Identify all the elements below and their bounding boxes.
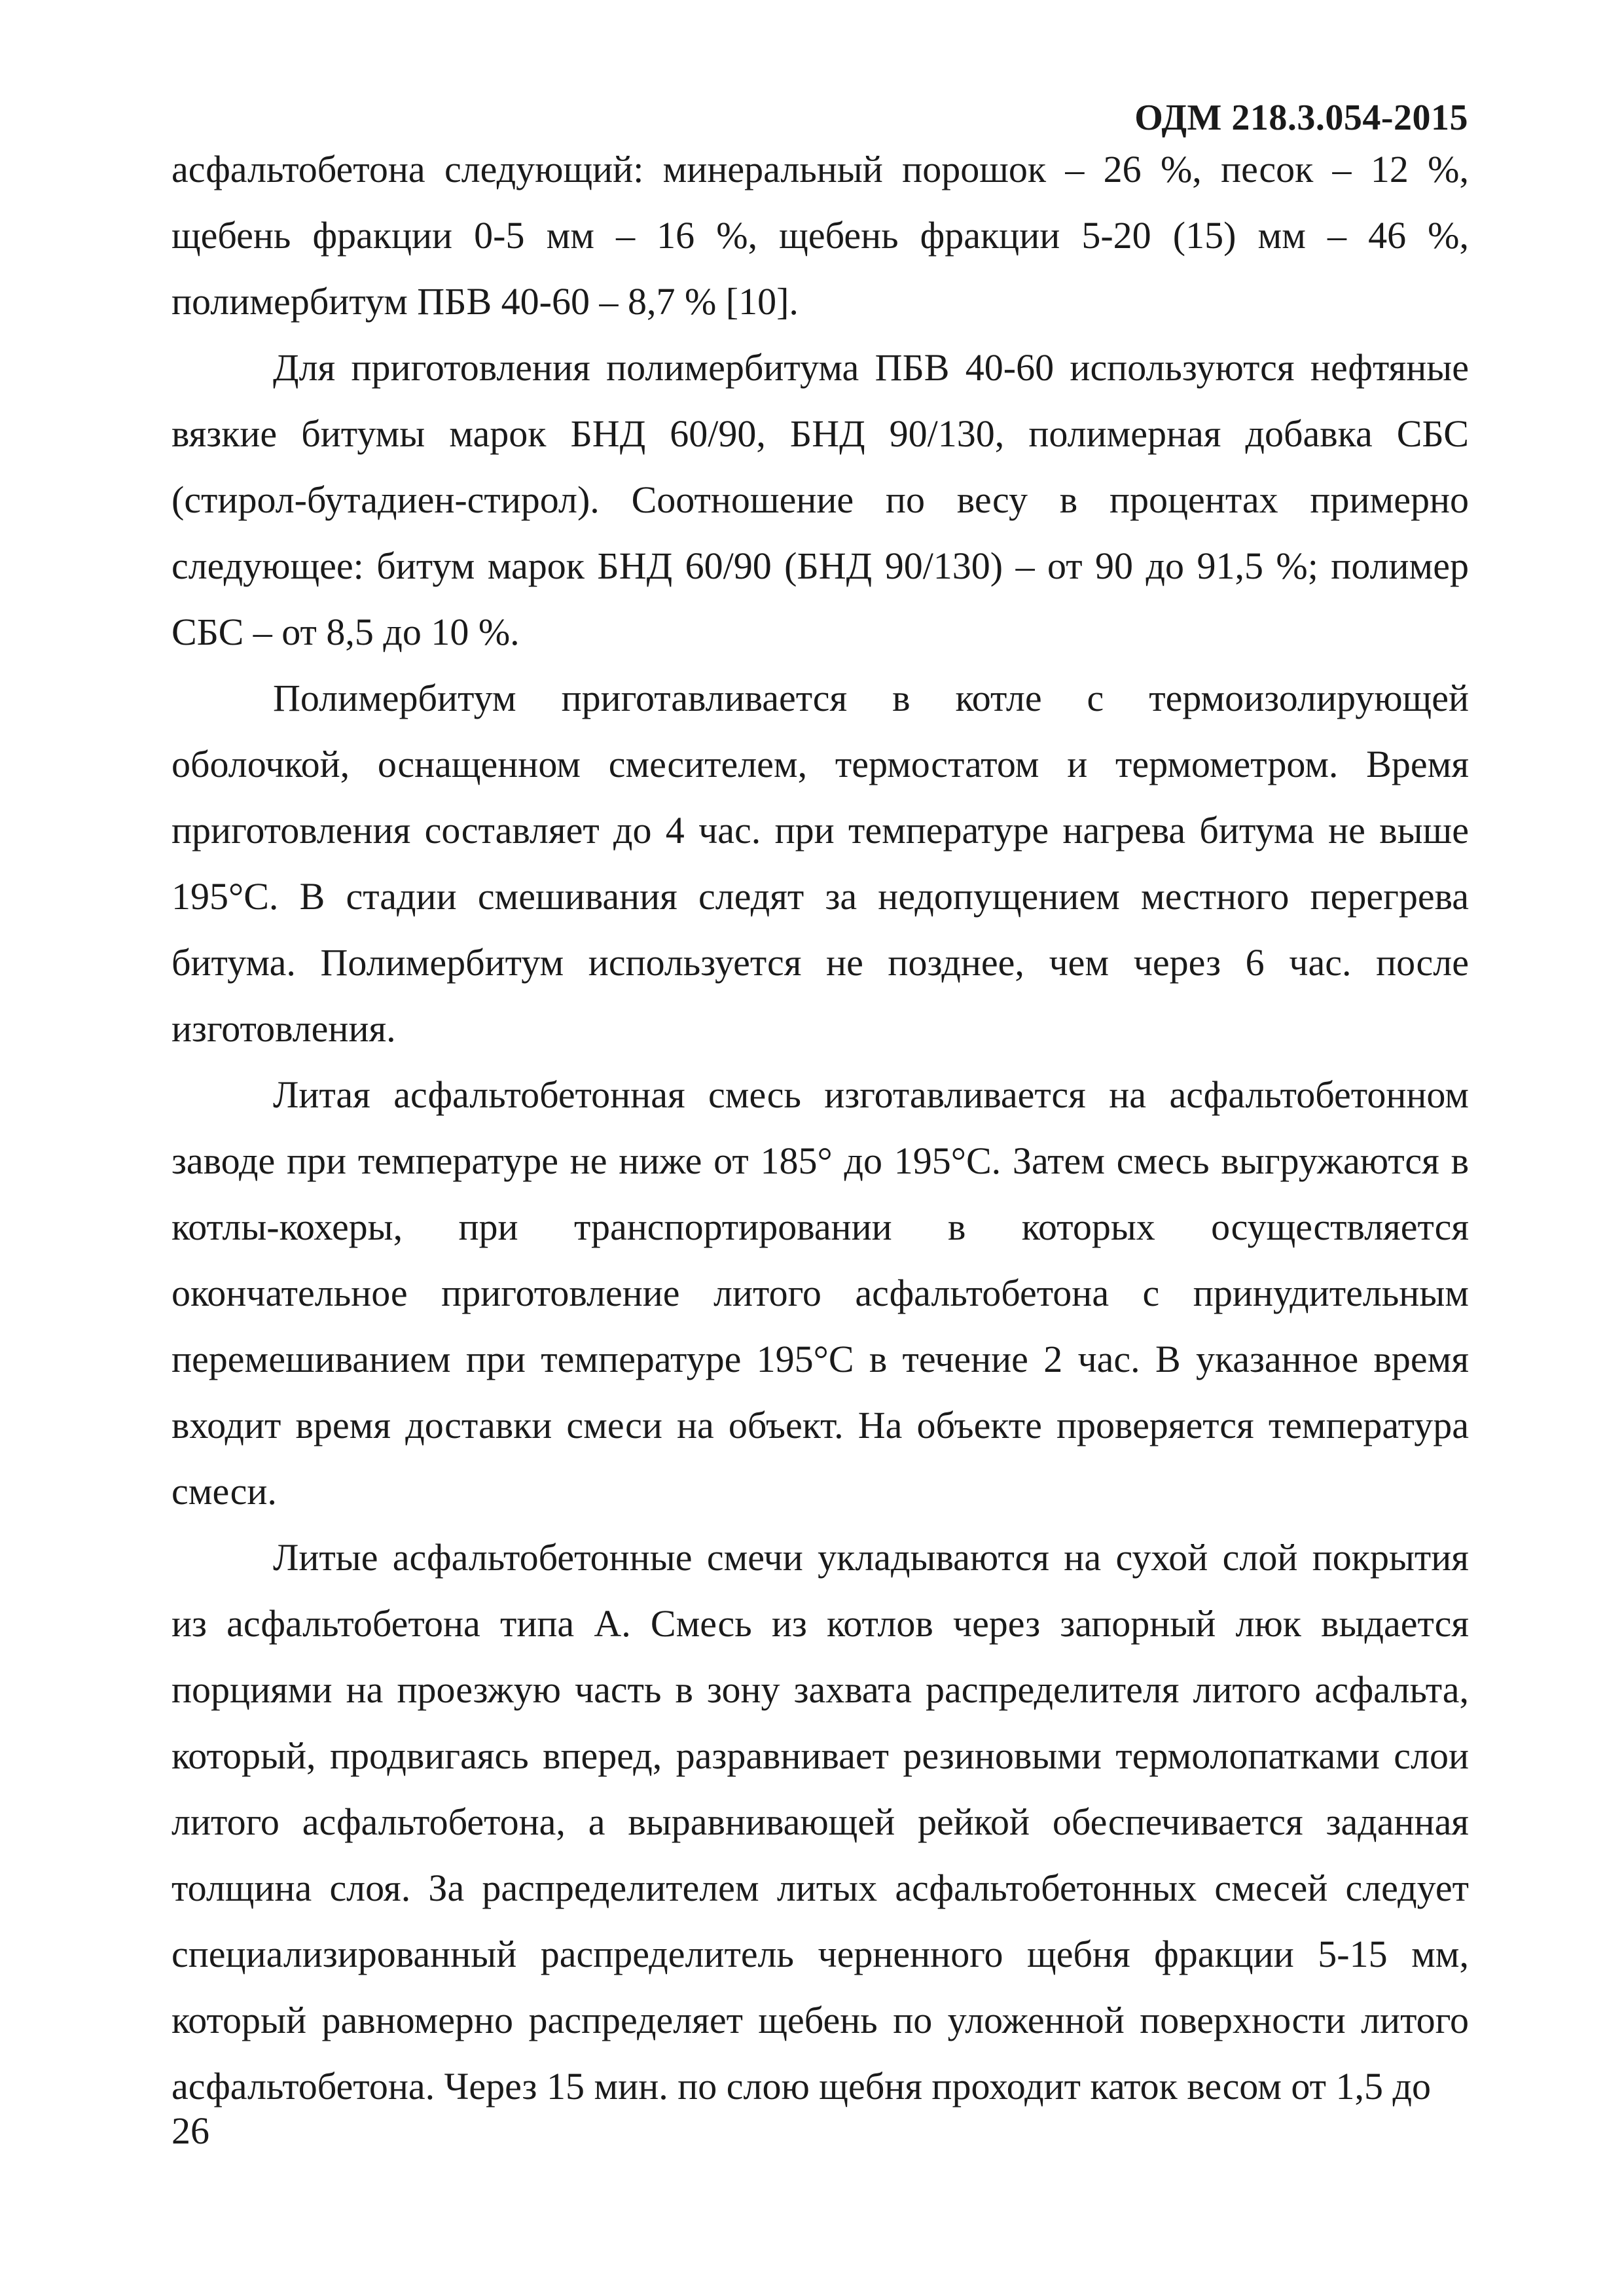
page-number: 26 [171,2109,209,2152]
paragraph-polymer-bitumen-boiler: Полимербитум приготавливается в котле с термоизолирующей оболочкой, оснащенном смесителем, термостатом и термометром. Время приготовления составляет до 4 час. при температуре нагрева битума не выше 195°С. В стадии смешивания следят за недопущением местного перегрева битума. Полимербитум используется не позднее, чем через 6 час. после изготовления. [171,677,1469,1050]
paragraph-polymer-bitumen-preparation: Для приготовления полимербитума ПБВ 40-60 используются нефтяные вязкие битумы марок БНД 60/90, БНД 90/130, полимерная добавка СБС (стирол-бутадиен-стирол). Соотношение по весу в процентах примерно следующее: битум марок БНД 60/90 (БНД 90/130) – от 90 до 91,5 %; полимер СБС – от 8,5 до 10 %. [171,346,1469,653]
paragraph-cast-asphalt-mix: Литая асфальтобетонная смесь изготавливается на асфальтобетонном заводе при температуре не ниже от 185° до 195°С. Затем смесь выгружаются в котлы-кохеры, при транспортировании в которых осуществляется окончательное приготовление литого асфальтобетона с принудительным перемешиванием при температуре 195°С в течение 2 час. В указанное время входит время доставки смеси на объект. На объекте проверяется температура смеси. [171,1073,1469,1513]
document-code-header: ОДМ 218.3.054-2015 [1134,98,1468,138]
body-text [171,136,1469,2119]
paragraph-mix-composition: асфальтобетона следующий: минеральный порошок – 26 %, песок – 12 %, щебень фракции 0-5 мм – 16 %, щебень фракции 5-20 (15) мм – 46 %, полимербитум ПБВ 40-60 – 8,7 % [10]. [171,148,1469,323]
paragraph-cast-asphalt-laying: Литые асфальтобетонные смечи укладываются на сухой слой покрытия из асфальтобетона типа А. Смесь из котлов через запорный люк выдается порциями на проезжую часть в зону захвата распределителя литого асфальта, который, продвигаясь вперед, разравнивает резиновыми термолопатками слои литого асфальтобетона, а выравнивающей рейкой обеспечивается заданная толщина слоя. За распределителем литых асфальтобетонных смесей следует специализированный распределитель черненного щебня фракции 5-15 мм, который равномерно распределяет щебень по уложенной поверхности литого асфальтобетона. Через 15 мин. по слою щебня проходит каток весом от 1,5 до [171,1536,1469,2108]
